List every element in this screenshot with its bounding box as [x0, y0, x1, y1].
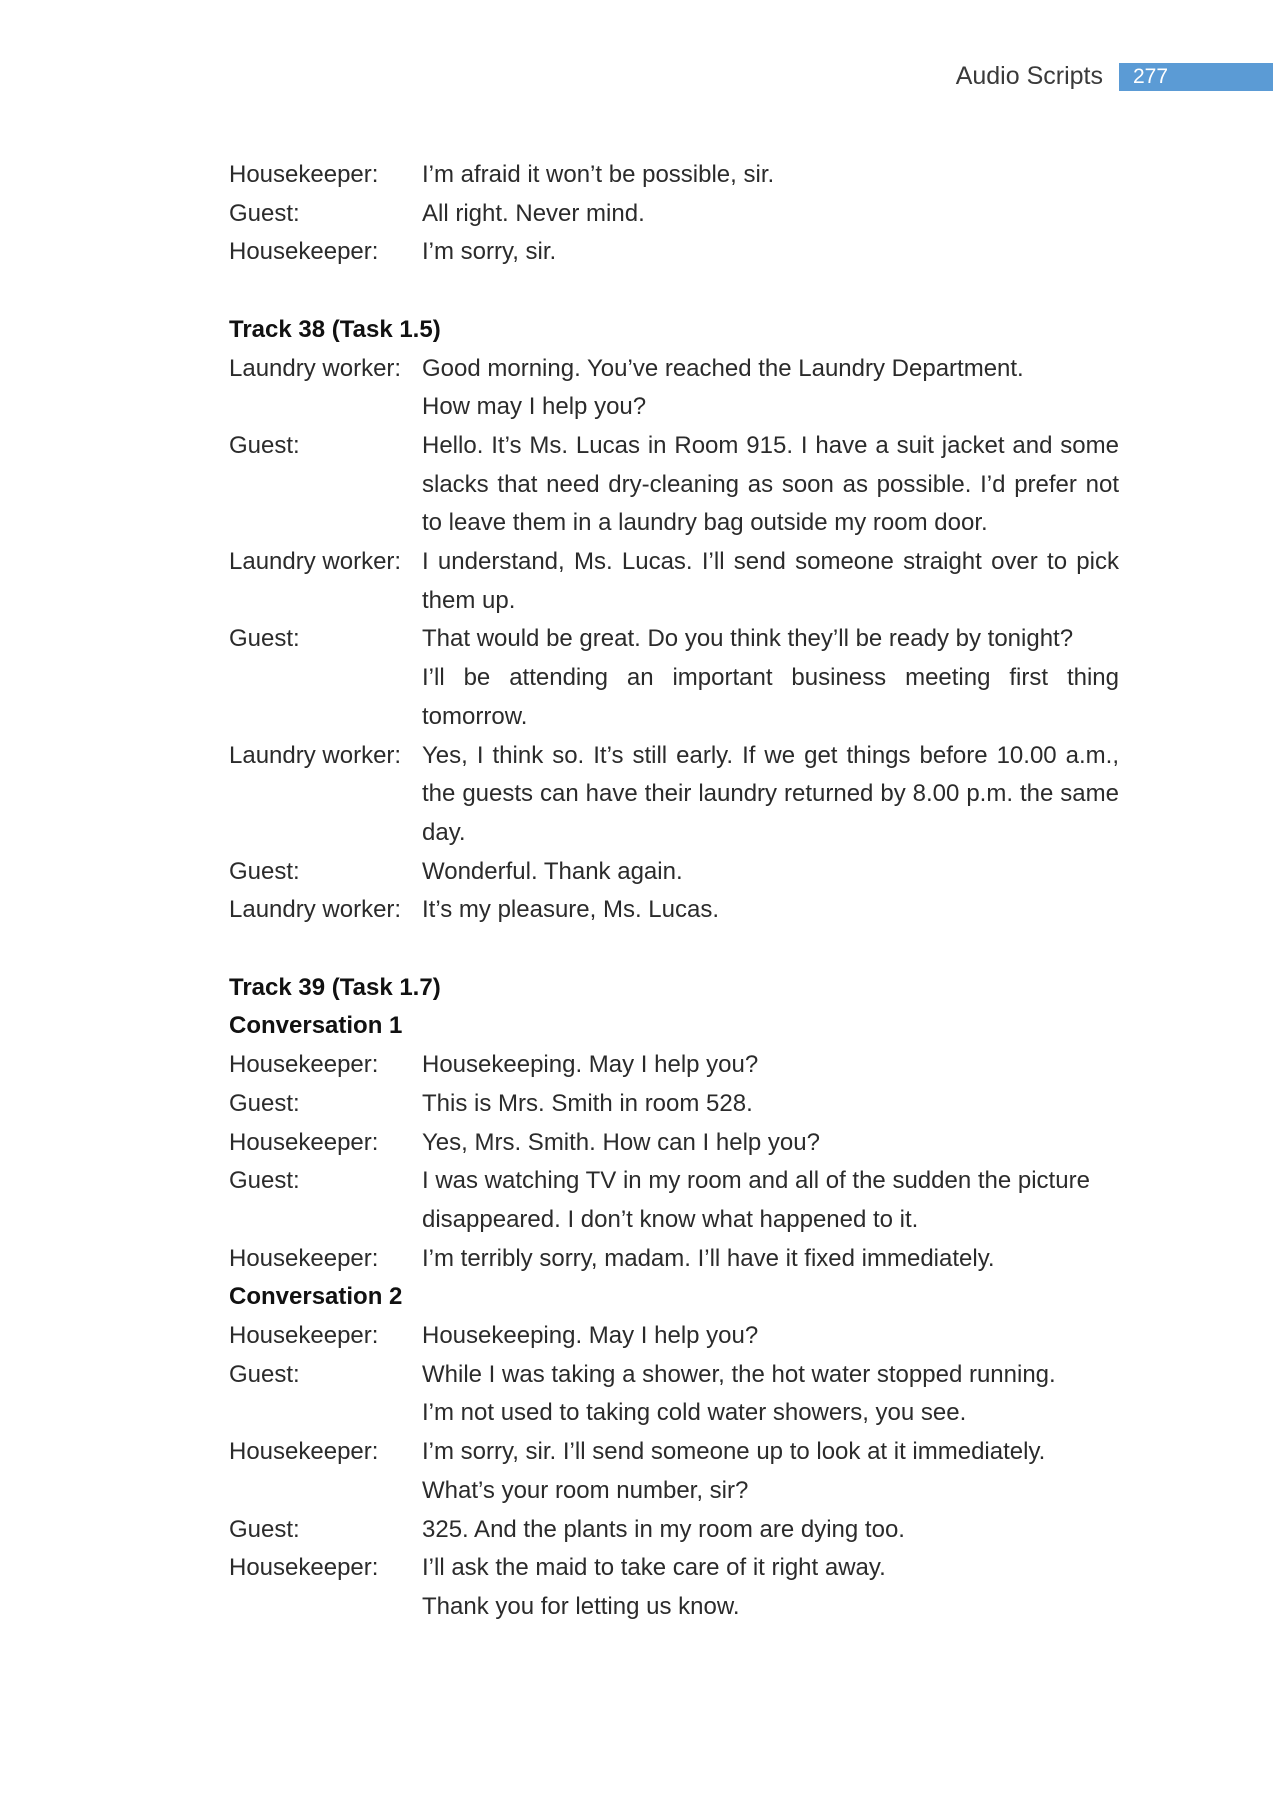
- speech-line: disappeared. I don’t know what happened to it.: [422, 1205, 919, 1233]
- dialogue-row: [229, 1046, 1119, 1085]
- speech-text: [422, 1046, 1119, 1085]
- speaker-label: Housekeeper:: [229, 1438, 379, 1466]
- running-header-title: Audio Scripts: [955, 62, 1103, 90]
- speaker-label: Guest:: [229, 199, 300, 227]
- speech-text: [422, 1085, 1119, 1124]
- speech-line: I’m afraid it won’t be possible, sir.: [422, 161, 775, 188]
- dialogue-row: [229, 1433, 1119, 1510]
- speaker-label: Laundry worker:: [229, 741, 402, 769]
- speech-line: 325. And the plants in my room are dying too.: [422, 1515, 905, 1543]
- speech-line: That would be great. Do you think they’ll be ready by tonight?: [422, 625, 1074, 653]
- speech-line: Wonderful. Thank again.: [422, 857, 683, 885]
- speech-line: Thank you for letting us know.: [422, 1592, 740, 1620]
- dialogue-row: [229, 620, 1119, 736]
- speaker-label: Housekeeper:: [229, 1554, 379, 1582]
- page-number-tab: [1119, 63, 1273, 91]
- speech-text: [422, 1356, 1119, 1433]
- speech-line: What’s your room number, sir?: [422, 1476, 749, 1504]
- dialogue-row: [229, 195, 1119, 234]
- speech-line: I’ll be attending an important business meeting first thing tomorrow.: [422, 664, 1119, 730]
- section-gap: [229, 930, 1119, 969]
- speaker-label: Guest:: [229, 625, 300, 653]
- speech-line: How may I help you?: [422, 393, 647, 421]
- speaker-label: Guest:: [229, 1515, 300, 1543]
- speech-line: I’m sorry, sir. I’ll send someone up to look at it immediately.: [422, 1438, 1046, 1466]
- speaker-label: Housekeeper:: [229, 1322, 379, 1350]
- speech-text: [422, 1549, 1119, 1626]
- dialogue-row: [229, 1162, 1119, 1239]
- section-gap: [229, 272, 1119, 311]
- speech-line: This is Mrs. Smith in room 528.: [422, 1089, 753, 1117]
- speech-text: [422, 1317, 1119, 1356]
- speech-text: [422, 853, 1119, 892]
- speaker-label: Housekeeper:: [229, 161, 379, 188]
- speech-line: Hello. It’s Ms. Lucas in Room 915. I have a suit jacket and some slacks that need dry-cleaning as soon as possible. I’d prefer not to leave them in a laundry bag outside my room door.: [422, 431, 1119, 537]
- speaker-label: Guest:: [229, 857, 300, 885]
- speech-line: Yes, I think so. It’s still early. If we get things before 10.00 a.m., the guests can have their laundry returned by 8.00 p.m. the same day.: [422, 741, 1119, 846]
- audio-script-body: [229, 156, 1119, 1627]
- speech-line: Housekeeping. May I help you?: [422, 1322, 759, 1350]
- speech-line: I was watching TV in my room and all of the sudden the picture: [422, 1167, 1090, 1195]
- speech-text: [422, 1240, 1119, 1279]
- speech-line: Housekeeping. May I help you?: [422, 1051, 759, 1079]
- dialogue-row: [229, 1317, 1119, 1356]
- dialogue-row: [229, 156, 1119, 195]
- dialogue-row: [229, 1085, 1119, 1124]
- dialogue-row: [229, 350, 1119, 427]
- speaker-label: Guest:: [229, 1167, 300, 1195]
- speaker-label: Housekeeper:: [229, 1051, 379, 1079]
- speech-text: [422, 543, 1119, 620]
- speaker-label: Housekeeper:: [229, 1244, 379, 1272]
- speech-text: [422, 1511, 1119, 1550]
- speech-line: Good morning. You’ve reached the Laundry Department.: [422, 354, 1024, 382]
- dialogue-row: [229, 1549, 1119, 1626]
- speech-text: [422, 195, 1119, 234]
- dialogue-row: [229, 737, 1119, 853]
- section-heading: Conversation 1: [229, 1012, 403, 1040]
- speech-text: [422, 737, 1119, 853]
- speaker-label: Laundry worker:: [229, 896, 402, 924]
- speech-line: I’m sorry, sir.: [422, 238, 557, 266]
- speech-text: [422, 1162, 1119, 1239]
- speech-text: [422, 620, 1119, 736]
- speech-line: All right. Never mind.: [422, 199, 645, 227]
- speech-line: While I was taking a shower, the hot water stopped running.: [422, 1360, 1056, 1388]
- dialogue-row: [229, 853, 1119, 892]
- dialogue-row: [229, 1124, 1119, 1163]
- speaker-label: Guest:: [229, 1360, 300, 1388]
- speech-text: [422, 427, 1119, 543]
- speaker-label: Housekeeper:: [229, 1128, 379, 1156]
- dialogue-row: [229, 1356, 1119, 1433]
- speech-text: [422, 1124, 1119, 1163]
- section-heading: Conversation 2: [229, 1283, 403, 1311]
- speech-line: Yes, Mrs. Smith. How can I help you?: [422, 1128, 820, 1156]
- speech-text: [422, 891, 1119, 930]
- speech-text: [422, 233, 1119, 272]
- speaker-label: Housekeeper:: [229, 238, 379, 266]
- dialogue-row: [229, 891, 1119, 930]
- speech-line: I’ll ask the maid to take care of it right away.: [422, 1554, 886, 1582]
- dialogue-row: [229, 1240, 1119, 1279]
- speech-line: It’s my pleasure, Ms. Lucas.: [422, 896, 719, 924]
- speech-line: I understand, Ms. Lucas. I’ll send someone straight over to pick them up.: [422, 548, 1119, 614]
- speaker-label: Guest:: [229, 431, 300, 459]
- dialogue-row: [229, 543, 1119, 620]
- speaker-label: Guest:: [229, 1089, 300, 1117]
- speech-line: I’m terribly sorry, madam. I’ll have it fixed immediately.: [422, 1244, 995, 1272]
- speech-text: [422, 1433, 1119, 1510]
- dialogue-row: [229, 1511, 1119, 1550]
- speech-text: [422, 350, 1119, 427]
- speech-text: [422, 156, 1119, 195]
- section-heading: Track 39 (Task 1.7): [229, 973, 441, 1001]
- speaker-label: Laundry worker:: [229, 354, 402, 382]
- dialogue-row: [229, 427, 1119, 543]
- section-heading: Track 38 (Task 1.5): [229, 315, 441, 343]
- speaker-label: Laundry worker:: [229, 548, 402, 576]
- page-number: 277: [1133, 65, 1169, 88]
- dialogue-row: [229, 233, 1119, 272]
- speech-line: I’m not used to taking cold water showers, you see.: [422, 1399, 967, 1427]
